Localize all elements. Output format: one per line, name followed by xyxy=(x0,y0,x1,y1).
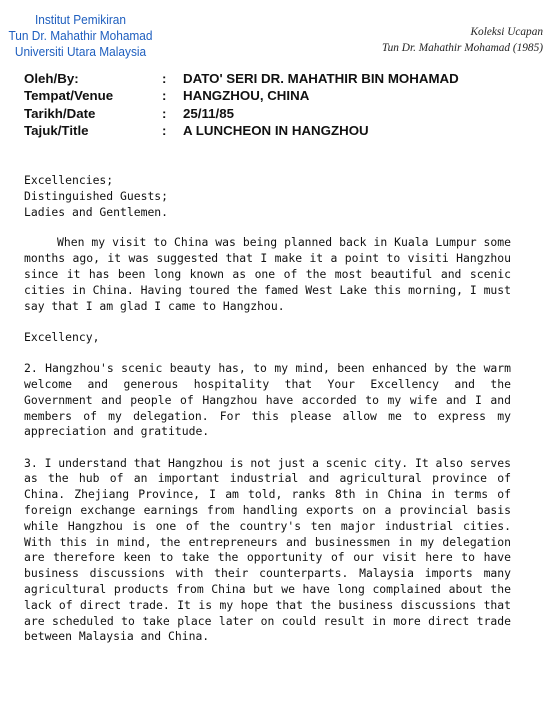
excellency-address: Excellency, xyxy=(24,329,100,344)
paragraph-2: 2. Hangzhou's scenic beauty has, to my mind, been enhanced by the warm welcome and generous hospitality that Your Excellency and the Government and people of Hangzhou have accorded to my wife and I and members of my delegation. For this please allow me to express my appreciation and gratitude. xyxy=(24,361,511,439)
institute-line: Institut Pemikiran xyxy=(34,12,127,27)
speech-body xyxy=(24,173,511,661)
meta-label: Tempat/Venue xyxy=(24,88,114,104)
meta-value: HANGZHOU, CHINA xyxy=(183,88,310,104)
collection-line: Tun Dr. Mahathir Mohamad (1985) xyxy=(382,42,543,54)
collection-line: Koleksi Ucapan xyxy=(470,26,543,38)
meta-separator: : xyxy=(162,122,167,138)
meta-separator: : xyxy=(162,105,167,121)
paragraph-1: When my visit to China was being planned back in Kuala Lumpur some months ago, it was suggested that I make it a point to visiti Hangzhou since it has been long known as one of the most beautiful and scenic cities in China. Having toured the famed West Lake this morning, I must say that I am glad I came to Hangzhou. xyxy=(24,235,511,313)
meta-separator: : xyxy=(162,71,167,86)
meta-label: Tarikh/Date xyxy=(24,105,96,121)
meta-label: Oleh/By: xyxy=(24,71,79,86)
paragraph-3: 3. I understand that Hangzhou is not just a scenic city. It also serves as the hub of an important industrial and agricultural province of China. Zhejiang Province, I am told, ranks 8th in China in terms of foreign exchange earnings from handling exports on a provincial basis while Hangzhou is one of the country's ten major industrial cities. With this in mind, the entrepreneurs and businessmen in my delegation are therefore keen to take the opportunity of our visit here to have business discussions with their counterparts. Malaysia imports many agricultural products from China but we have long complained about the lack of direct trade. It is my hope that the business discussions that are scheduled to take place later on could result in more direct trade between Malaysia and China. xyxy=(24,455,511,644)
institute-logo-text xyxy=(4,12,157,60)
salutation xyxy=(24,173,511,220)
meta-value: 25/11/85 xyxy=(183,105,235,121)
salutation-line: Ladies and Gentlemen. xyxy=(24,204,169,219)
institute-line: Tun Dr. Mahathir Mohamad xyxy=(8,28,153,43)
salutation-line: Distinguished Guests; xyxy=(24,188,169,203)
collection-caption xyxy=(382,24,543,56)
institute-line: Universiti Utara Malaysia xyxy=(14,44,147,59)
salutation-line: Excellencies; xyxy=(24,173,114,187)
meta-value: DATO' SERI DR. MAHATHIR BIN MOHAMAD xyxy=(183,71,459,86)
meta-separator: : xyxy=(162,88,167,104)
meta-label: Tajuk/Title xyxy=(24,122,89,138)
meta-value: A LUNCHEON IN HANGZHOU xyxy=(183,122,369,138)
